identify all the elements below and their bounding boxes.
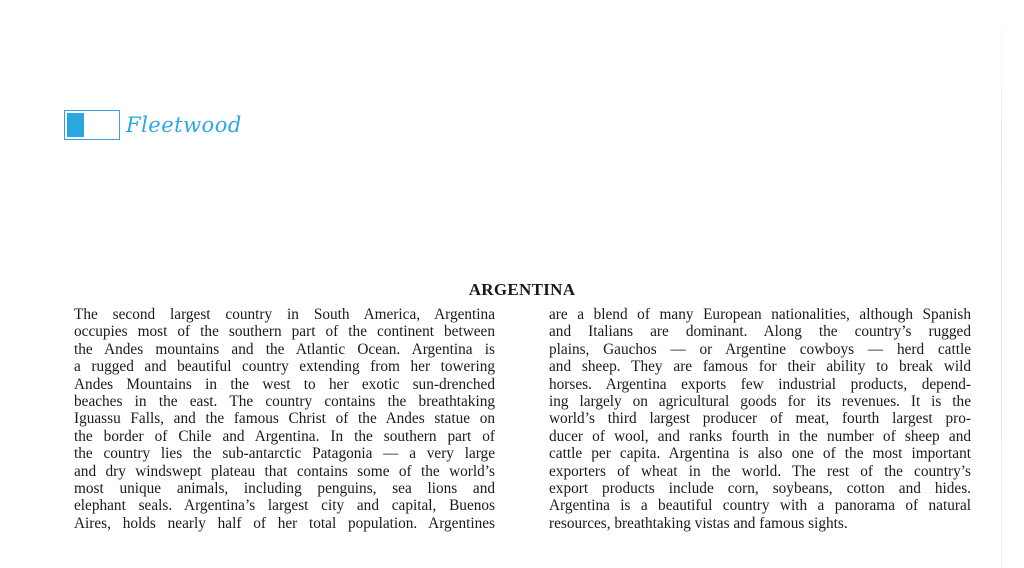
text-line: the country lies the sub-antarctic Patagonia — a very large: [74, 445, 495, 463]
logo-box-icon: [64, 110, 120, 140]
text-line: exporters of wheat in the world. The rest of the country’s: [549, 462, 971, 480]
text-line: ducer of wool, and ranks fourth in the number of sheep and: [549, 427, 971, 445]
text-line: the Andes mountains and the Atlantic Ocean. Argentina is: [74, 340, 495, 358]
text-line: Iguassu Falls, and the famous Christ of the Andes statue on: [74, 410, 495, 428]
text-line: most unique animals, including penguins, sea lions and: [74, 480, 495, 498]
text-line: cattle per capita. Argentina is also one of the most important: [549, 445, 971, 463]
text-line: Argentina is a beautiful country with a panorama of natural: [549, 497, 971, 515]
text-line: elephant seals. Argentina’s largest city and capital, Buenos: [74, 497, 495, 515]
article-title: ARGENTINA: [468, 280, 576, 299]
right-column: [549, 306, 971, 532]
text-line: resources, breathtaking vistas and famous sights.: [549, 514, 848, 532]
text-line: occupies most of the southern part of the continent between: [74, 323, 495, 341]
logo-wordmark: Fleetwood: [126, 112, 242, 137]
text-line: The second largest country in South America, Argentina: [74, 306, 495, 323]
text-line: export products include corn, soybeans, cotton and hides.: [549, 480, 971, 498]
text-line: and dry windswept plateau that contains some of the world’s: [74, 462, 495, 480]
text-line: the border of Chile and Argentina. In the southern part of: [74, 427, 495, 445]
text-line: and sheep. They are famous for their ability to break wild: [549, 358, 971, 376]
text-line: ing largely on agricultural goods for its revenues. It is the: [549, 393, 971, 411]
text-line: beaches in the east. The country contains the breathtaking: [74, 393, 495, 411]
text-line: horses. Argentina exports few industrial products, depend-: [549, 375, 971, 393]
logo-box-fill: [67, 113, 84, 137]
text-line: and Italians are dominant. Along the country’s rugged: [549, 323, 971, 341]
brand-logo: [64, 109, 242, 141]
text-line: a rugged and beautiful country extending from her towering: [74, 358, 495, 376]
text-line: Andes Mountains in the west to her exotic sun-drenched: [74, 375, 495, 393]
text-line: Aires, holds nearly half of her total population. Argentines: [74, 514, 495, 532]
text-line: world’s third largest producer of meat, fourth largest pro-: [549, 410, 971, 428]
text-line: are a blend of many European nationalities, although Spanish: [549, 306, 971, 323]
text-line: plains, Gauchos — or Argentine cowboys — herd cattle: [549, 340, 971, 358]
left-column: [74, 306, 495, 532]
